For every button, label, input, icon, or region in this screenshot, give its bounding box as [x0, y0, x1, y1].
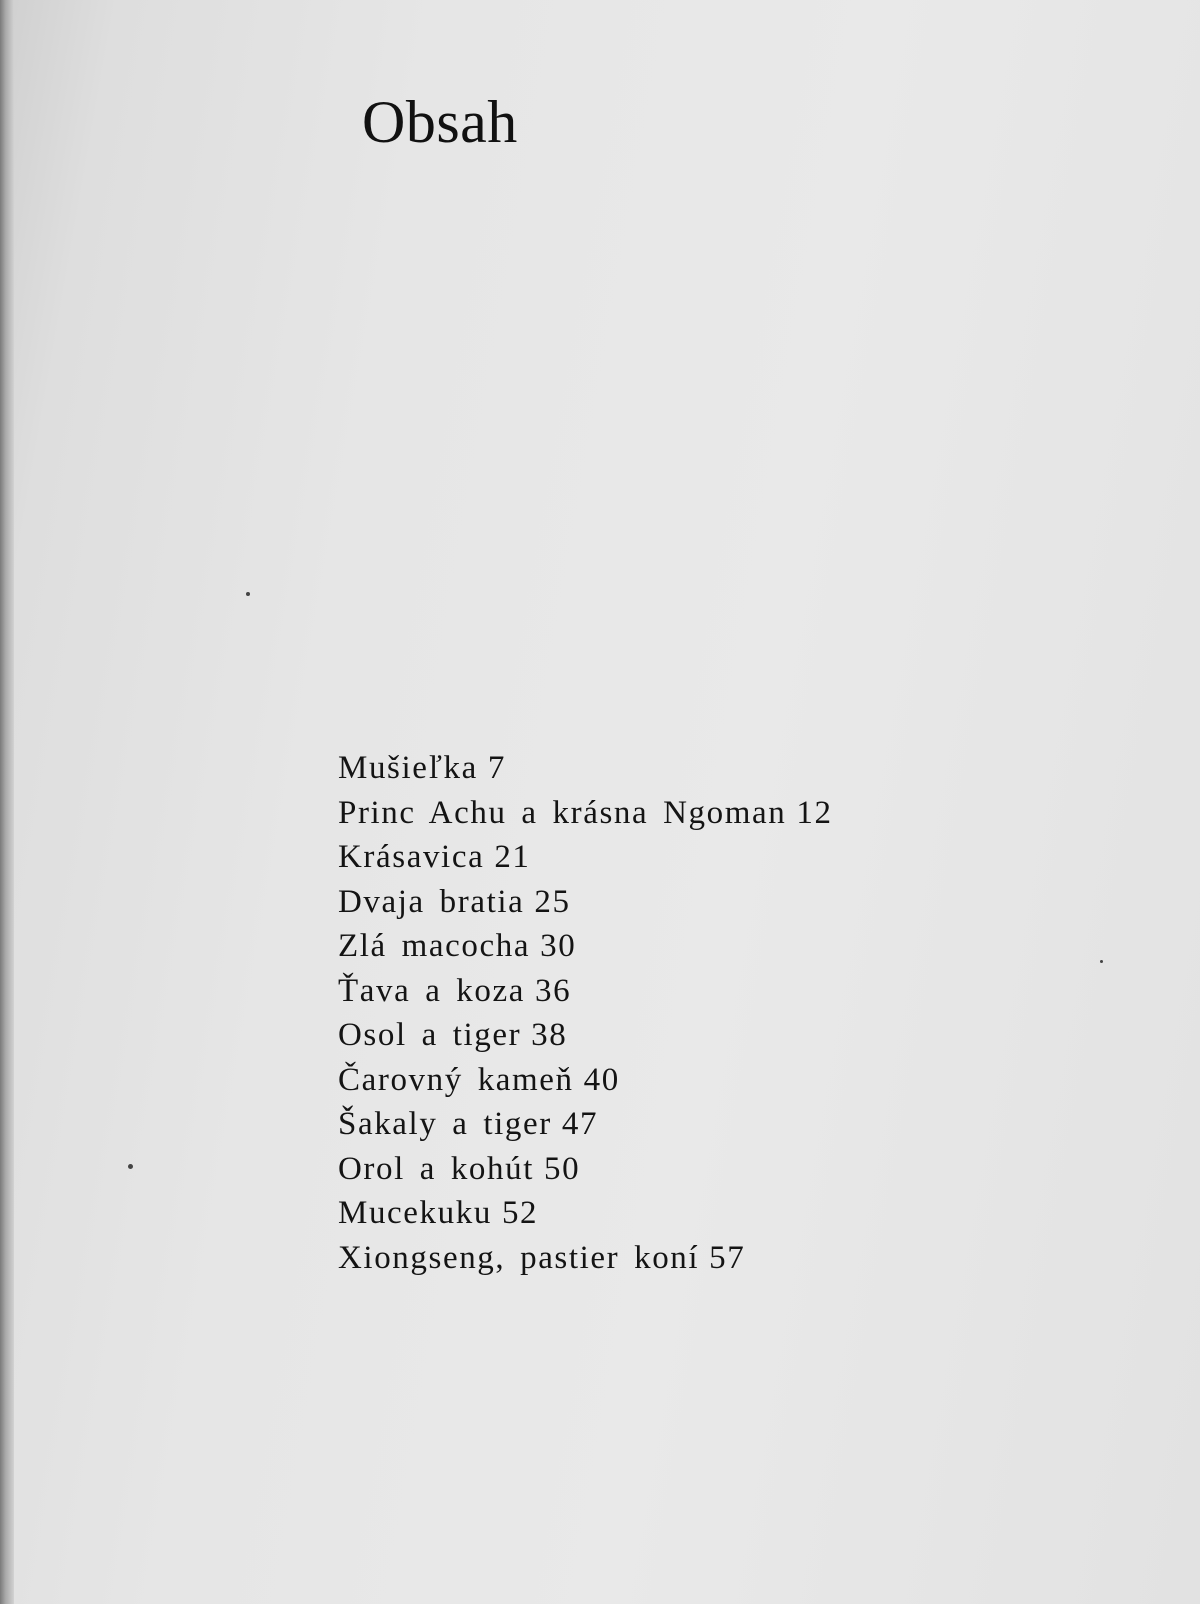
toc-entry-page: 52	[501, 1195, 539, 1231]
toc-entry-page: 12	[796, 794, 833, 831]
toc-entry	[338, 1147, 833, 1192]
toc-entry	[338, 969, 833, 1014]
table-of-contents	[338, 746, 833, 1280]
toc-entry	[338, 1236, 833, 1281]
toc-entry-title: Xiongseng, pastier koní	[338, 1239, 700, 1276]
toc-entry-title: Dvaja bratia	[338, 883, 525, 920]
toc-entry-title: Čarovný kameň	[338, 1061, 574, 1098]
toc-entry-page: 7	[487, 750, 506, 786]
toc-entry-title: Princ Achu a krásna Ngoman	[338, 794, 787, 831]
toc-entry	[338, 924, 833, 969]
toc-entry-title: Zlá macocha	[338, 928, 531, 964]
toc-entry-title: Šakaly a tiger	[338, 1106, 552, 1142]
toc-entry	[338, 1058, 833, 1103]
toc-entry	[338, 791, 833, 836]
toc-entry	[338, 880, 833, 925]
page-edge-shadow	[0, 0, 14, 1604]
toc-entry	[338, 1013, 833, 1058]
toc-entry-page: 36	[535, 972, 572, 1009]
toc-entry-page: 50	[544, 1150, 581, 1187]
toc-entry-title: Orol a kohút	[338, 1150, 535, 1187]
toc-entry-title: Mušieľka	[338, 750, 478, 786]
toc-entry-title: Mucekuku	[338, 1195, 492, 1231]
toc-entry-title: Krásavica	[338, 839, 485, 875]
toc-entry-page: 21	[494, 839, 531, 875]
toc-entry-page: 47	[561, 1106, 599, 1142]
toc-entry-page: 38	[531, 1017, 568, 1053]
toc-entry-page: 57	[709, 1239, 746, 1276]
toc-entry	[338, 1102, 833, 1147]
toc-entry-title: Ťava a koza	[338, 972, 525, 1009]
toc-entry	[338, 835, 833, 880]
paper-speck	[246, 592, 250, 596]
toc-entry	[338, 1191, 833, 1236]
paper-speck	[128, 1164, 133, 1169]
toc-entry-page: 40	[583, 1061, 620, 1098]
toc-entry-title: Osol a tiger	[338, 1017, 522, 1053]
toc-entry-page: 25	[534, 883, 571, 920]
paper-speck	[1100, 960, 1103, 963]
toc-entry-page: 30	[540, 928, 577, 964]
page-title: Obsah	[362, 89, 518, 155]
toc-entry	[338, 746, 833, 791]
